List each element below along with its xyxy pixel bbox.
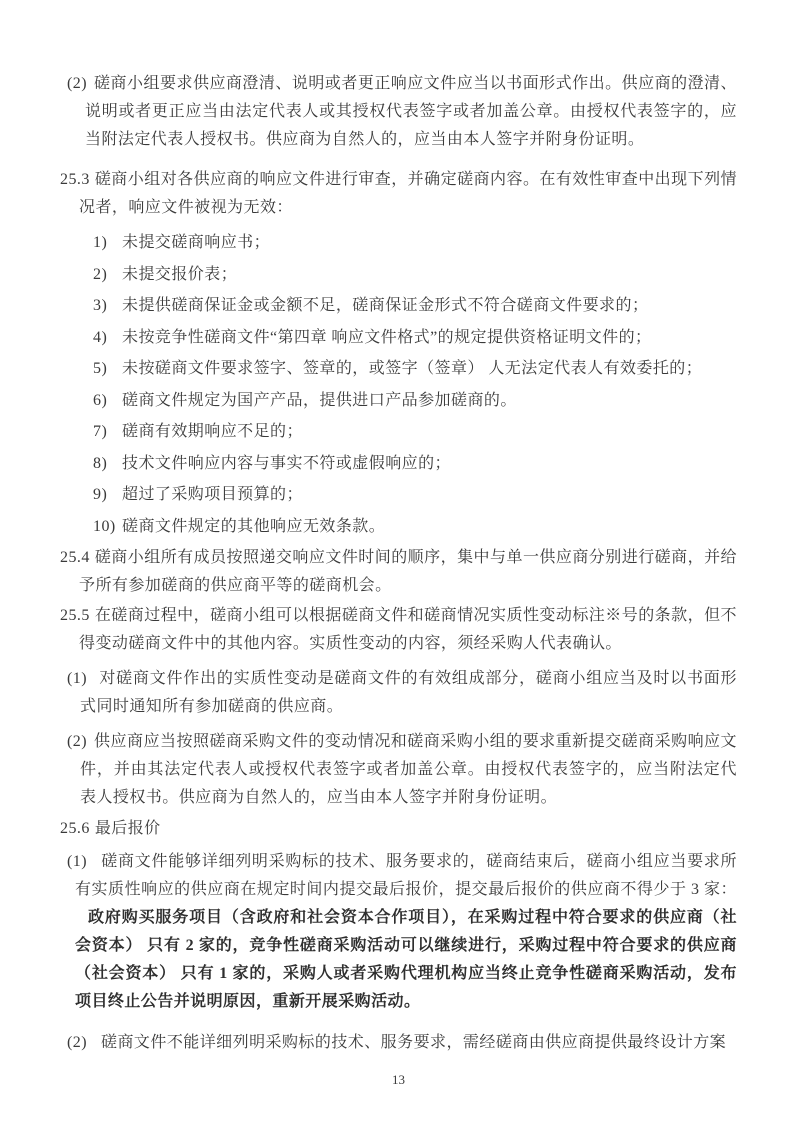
list-item-number: 10) [93, 517, 116, 535]
substantive-change-para-2 [60, 728, 737, 812]
para-text: 对磋商文件作出的实质性变动是磋商文件的有效组成部分，磋商小组应当及时以书面形式同时通知所有参加磋商的供应商。 [80, 670, 737, 715]
para-text: 供应商应当按照磋商采购文件的变动情况和磋商采购小组的要求重新提交磋商采购响应文件，并由其法定代表人或授权代表签字或者加盖公章。由授权代表签字的，应当附法定代表人授权书。供应商为自然人的，应当由本人签字并附身份证明。 [80, 733, 737, 806]
list-item-text: 磋商文件规定为国产产品，提供进口产品参加磋商的。 [122, 391, 517, 409]
list-item-text: 技术文件响应内容与事实不符或虚假响应的； [122, 454, 452, 472]
list-item-text: 磋商有效期响应不足的； [122, 423, 303, 440]
section-25-4 [60, 544, 737, 600]
para-label: (2) [67, 733, 88, 750]
list-item [93, 229, 737, 257]
section-text: 磋商小组对各供应商的响应文件进行审查，并确定磋商内容。在有效性审查中出现下列情况者，响应文件被视为无效： [79, 171, 737, 216]
section-25-3 [60, 166, 737, 222]
list-item-text: 超过了采购项目预算的； [122, 486, 303, 503]
section-number: 25.4 [60, 549, 90, 566]
list-item [93, 355, 737, 383]
list-item [93, 450, 737, 478]
para-label: (1) [67, 670, 88, 687]
list-item [93, 513, 737, 541]
section-number: 25.5 [60, 607, 90, 624]
final-quote-para-1 [60, 848, 737, 1016]
section-text: 磋商小组所有成员按照递交响应文件时间的顺序，集中与单一供应商分别进行磋商，并给予所有参加磋商的供应商平等的磋商机会。 [79, 549, 737, 594]
final-quote-para-2 [60, 1029, 737, 1057]
para-label: (1) [67, 853, 88, 870]
list-item-number: 8) [93, 454, 108, 472]
invalid-response-list [60, 229, 737, 541]
section-title: 最后报价 [94, 820, 161, 837]
substantive-change-para-1 [60, 665, 737, 721]
clause-clarification-para [60, 70, 737, 154]
para-label: (2) [67, 75, 88, 92]
list-item-number: 1) [93, 234, 108, 251]
list-item [93, 387, 737, 415]
para-label: (2) [67, 1034, 88, 1051]
list-item-number: 2) [93, 265, 108, 283]
list-item [93, 292, 737, 320]
list-item-text: 未按磋商文件要求签字、签章的，或签字（签章） 人无法定代表人有效委托的； [122, 360, 703, 377]
section-25-6 [60, 815, 737, 843]
section-text: 在磋商过程中，磋商小组可以根据磋商文件和磋商情况实质性变动标注※号的条款，但不得变动磋商文件中的其他内容。实质性变动的内容，须经采购人代表确认。 [79, 607, 737, 652]
para-text-normal: 磋商文件能够详细列明采购标的技术、服务要求的，磋商结束后，磋商小组应当要求所有实质性响应的供应商在规定时间内提交最后报价，提交最后报价的供应商不得少于 3 家： [75, 853, 737, 898]
section-number: 25.3 [60, 171, 90, 188]
list-item-number: 6) [93, 391, 108, 409]
list-item [93, 418, 737, 446]
para-text: 磋商小组要求供应商澄清、说明或者更正响应文件应当以书面形式作出。供应商的澄清、说明或者更正应当由法定代表人或其授权代表签字或者加盖公章。由授权代表签字的，应当附法定代表人授权书。供应商为自然人的，应当由本人签字并附身份证明。 [85, 75, 737, 148]
list-item-text: 未提供磋商保证金或金额不足，磋商保证金形式不符合磋商文件要求的； [122, 297, 649, 314]
list-item-text: 未按竞争性磋商文件“第四章 响应文件格式”的规定提供资格证明文件的； [122, 328, 652, 346]
list-item [93, 481, 737, 509]
list-item [93, 324, 737, 352]
list-item-text: 未提交报价表； [122, 265, 238, 283]
list-item-number: 5) [93, 360, 108, 377]
list-item [93, 261, 737, 289]
page-number: 13 [392, 1072, 405, 1087]
section-number: 25.6 [60, 820, 90, 837]
list-item-number: 4) [93, 328, 108, 346]
list-item-number: 7) [93, 423, 108, 440]
section-25-5 [60, 602, 737, 658]
para-text-bold: 政府购买服务项目（含政府和社会资本合作项目），在采购过程中符合要求的供应商（社会资本） 只有 2 家的，竞争性磋商采购活动可以继续进行，采购过程中符合要求的供应商（社会资本） 只有 1 家的，采购人或者采购代理机构应当终止竞争性磋商采购活动，发布项目终止公告并说明原因，重新开展采购活动。 [75, 909, 737, 1010]
list-item-number: 9) [93, 486, 108, 503]
para-text: 磋商文件不能详细列明采购标的技术、服务要求，需经磋商由供应商提供最终设计方案 [101, 1034, 727, 1051]
list-item-number: 3) [93, 297, 108, 314]
list-item-text: 磋商文件规定的其他响应无效条款。 [122, 517, 386, 535]
list-item-text: 未提交磋商响应书； [122, 234, 271, 251]
